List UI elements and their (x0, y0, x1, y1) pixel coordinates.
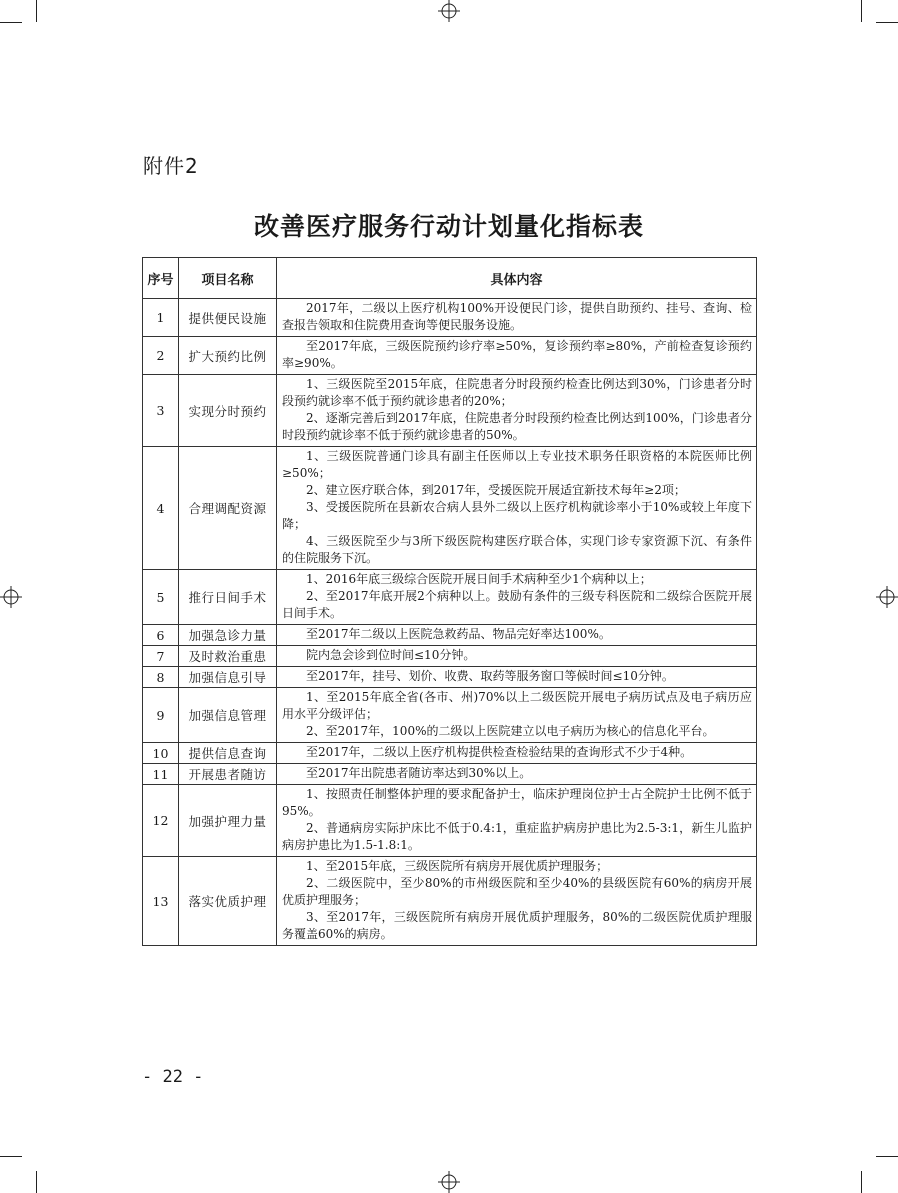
row-serial: 4 (143, 447, 179, 570)
crop-mark (36, 1171, 37, 1193)
row-content (277, 570, 757, 625)
crop-mark (36, 0, 37, 22)
page-title: 改善医疗服务行动计划量化指标表 (253, 212, 644, 241)
content-paragraph: 3、至2017年，三级医院所有病房开展优质护理服务，80%的二级医院优质护理服务覆盖60%的病房。 (282, 910, 752, 941)
content-paragraph: 3、受援医院所在县新农合病人县外二级以上医疗机构就诊率小于10%或较上年度下降； (282, 500, 752, 531)
table-row (143, 764, 757, 785)
table-row (143, 625, 757, 646)
registration-mark-icon (436, 1167, 462, 1193)
row-serial: 3 (143, 375, 179, 447)
table-row (143, 375, 757, 447)
crop-mark (861, 1171, 862, 1193)
content-paragraph: 2、至2017年底开展2个病种以上。鼓励有条件的三级专科医院和二级综合医院开展日间手术。 (282, 589, 752, 620)
registration-mark-icon (436, 0, 462, 26)
table-row (143, 785, 757, 857)
table-row (143, 447, 757, 570)
row-item-name: 提供便民设施 (179, 299, 277, 337)
row-item-name: 扩大预约比例 (179, 337, 277, 375)
registration-mark-icon (0, 584, 26, 610)
page-number: - 22 - (142, 1067, 204, 1087)
content-paragraph: 2、逐渐完善后到2017年底，住院患者分时段预约检查比例达到100%，门诊患者分时段预约就诊率不低于预约就诊患者的50%。 (282, 411, 752, 442)
table-row (143, 646, 757, 667)
row-item-name: 推行日间手术 (179, 570, 277, 625)
row-content (277, 646, 757, 667)
row-content (277, 764, 757, 785)
table-body (143, 299, 757, 946)
row-item-name: 开展患者随访 (179, 764, 277, 785)
content-paragraph: 院内急会诊到位时间≤10分钟。 (306, 648, 476, 662)
row-content (277, 375, 757, 447)
table-row (143, 688, 757, 743)
content-paragraph: 1、按照责任制整体护理的要求配备护士，临床护理岗位护士占全院护士比例不低于95%。 (282, 787, 752, 818)
header-item-name: 项目名称 (179, 258, 277, 299)
row-item-name: 加强信息引导 (179, 667, 277, 688)
content-paragraph: 2、二级医院中，至少80%的市州级医院和至少40%的县级医院有60%的病房开展优质护理服务； (282, 876, 752, 907)
row-item-name: 实现分时预约 (179, 375, 277, 447)
crop-mark (876, 1156, 898, 1157)
row-serial: 8 (143, 667, 179, 688)
row-item-name: 落实优质护理 (179, 857, 277, 946)
row-content (277, 857, 757, 946)
row-content (277, 785, 757, 857)
row-content (277, 299, 757, 337)
content-paragraph: 至2017年，挂号、划价、收费、取药等服务窗口等候时间≤10分钟。 (306, 669, 674, 683)
indicator-table (142, 257, 757, 946)
table-row (143, 570, 757, 625)
row-content (277, 667, 757, 688)
content-paragraph: 1、三级医院至2015年底，住院患者分时段预约检查比例达到30%，门诊患者分时段预约就诊率不低于预约就诊患者的20%； (282, 377, 752, 408)
table-row (143, 337, 757, 375)
content-paragraph: 2、至2017年，100%的二级以上医院建立以电子病历为核心的信息化平台。 (306, 724, 715, 738)
content-paragraph: 至2017年底，三级医院预约诊疗率≥50%，复诊预约率≥80%，产前检查复诊预约率≥90%。 (282, 339, 752, 370)
content-paragraph: 1、三级医院普通门诊具有副主任医师以上专业技术职务任职资格的本院医师比例≥50%； (282, 449, 752, 480)
registration-mark-icon (872, 584, 898, 610)
row-item-name: 及时救治重患 (179, 646, 277, 667)
row-serial: 9 (143, 688, 179, 743)
table-row (143, 667, 757, 688)
content-paragraph: 1、至2015年底全省(各市、州)70%以上二级医院开展电子病历试点及电子病历应用水平分级评估； (282, 690, 752, 721)
crop-mark (0, 1156, 22, 1157)
row-serial: 7 (143, 646, 179, 667)
row-item-name: 提供信息查询 (179, 743, 277, 764)
crop-mark (876, 22, 898, 23)
header-serial: 序号 (143, 258, 179, 299)
row-content (277, 743, 757, 764)
row-serial: 2 (143, 337, 179, 375)
attachment-label: 附件2 (143, 154, 199, 178)
table-header-row (143, 258, 757, 299)
row-content (277, 447, 757, 570)
content-paragraph: 2、普通病房实际护床比不低于0.4:1，重症监护病房护患比为2.5-3:1，新生儿监护病房护患比为1.5-1.8:1。 (282, 821, 752, 852)
row-serial: 10 (143, 743, 179, 764)
content-paragraph: 1、至2015年底，三级医院所有病房开展优质护理服务； (306, 859, 609, 873)
row-content (277, 625, 757, 646)
row-serial: 6 (143, 625, 179, 646)
row-content (277, 688, 757, 743)
row-serial: 12 (143, 785, 179, 857)
content-paragraph: 至2017年二级以上医院急救药品、物品完好率达100%。 (306, 627, 611, 641)
content-paragraph: 1、2016年底三级综合医院开展日间手术病种至少1个病种以上； (306, 572, 652, 586)
row-serial: 13 (143, 857, 179, 946)
row-serial: 11 (143, 764, 179, 785)
row-item-name: 合理调配资源 (179, 447, 277, 570)
header-content: 具体内容 (277, 258, 757, 299)
table-row (143, 299, 757, 337)
content-paragraph: 至2017年出院患者随访率达到30%以上。 (306, 766, 532, 780)
row-item-name: 加强护理力量 (179, 785, 277, 857)
row-serial: 1 (143, 299, 179, 337)
content-paragraph: 2017年，二级以上医疗机构100%开设便民门诊，提供自助预约、挂号、查询、检查报告领取和住院费用查询等便民服务设施。 (282, 301, 752, 332)
table-row (143, 857, 757, 946)
table-row (143, 743, 757, 764)
row-content (277, 337, 757, 375)
crop-mark (0, 22, 22, 23)
content-paragraph: 至2017年，二级以上医疗机构提供检查检验结果的查询形式不少于4种。 (306, 745, 693, 759)
row-item-name: 加强信息管理 (179, 688, 277, 743)
crop-mark (861, 0, 862, 22)
row-item-name: 加强急诊力量 (179, 625, 277, 646)
row-serial: 5 (143, 570, 179, 625)
content-paragraph: 2、建立医疗联合体，到2017年，受援医院开展适宜新技术每年≥2项； (306, 483, 686, 497)
content-paragraph: 4、三级医院至少与3所下级医院构建医疗联合体，实现门诊专家资源下沉、有条件的住院服务下沉。 (282, 534, 752, 565)
